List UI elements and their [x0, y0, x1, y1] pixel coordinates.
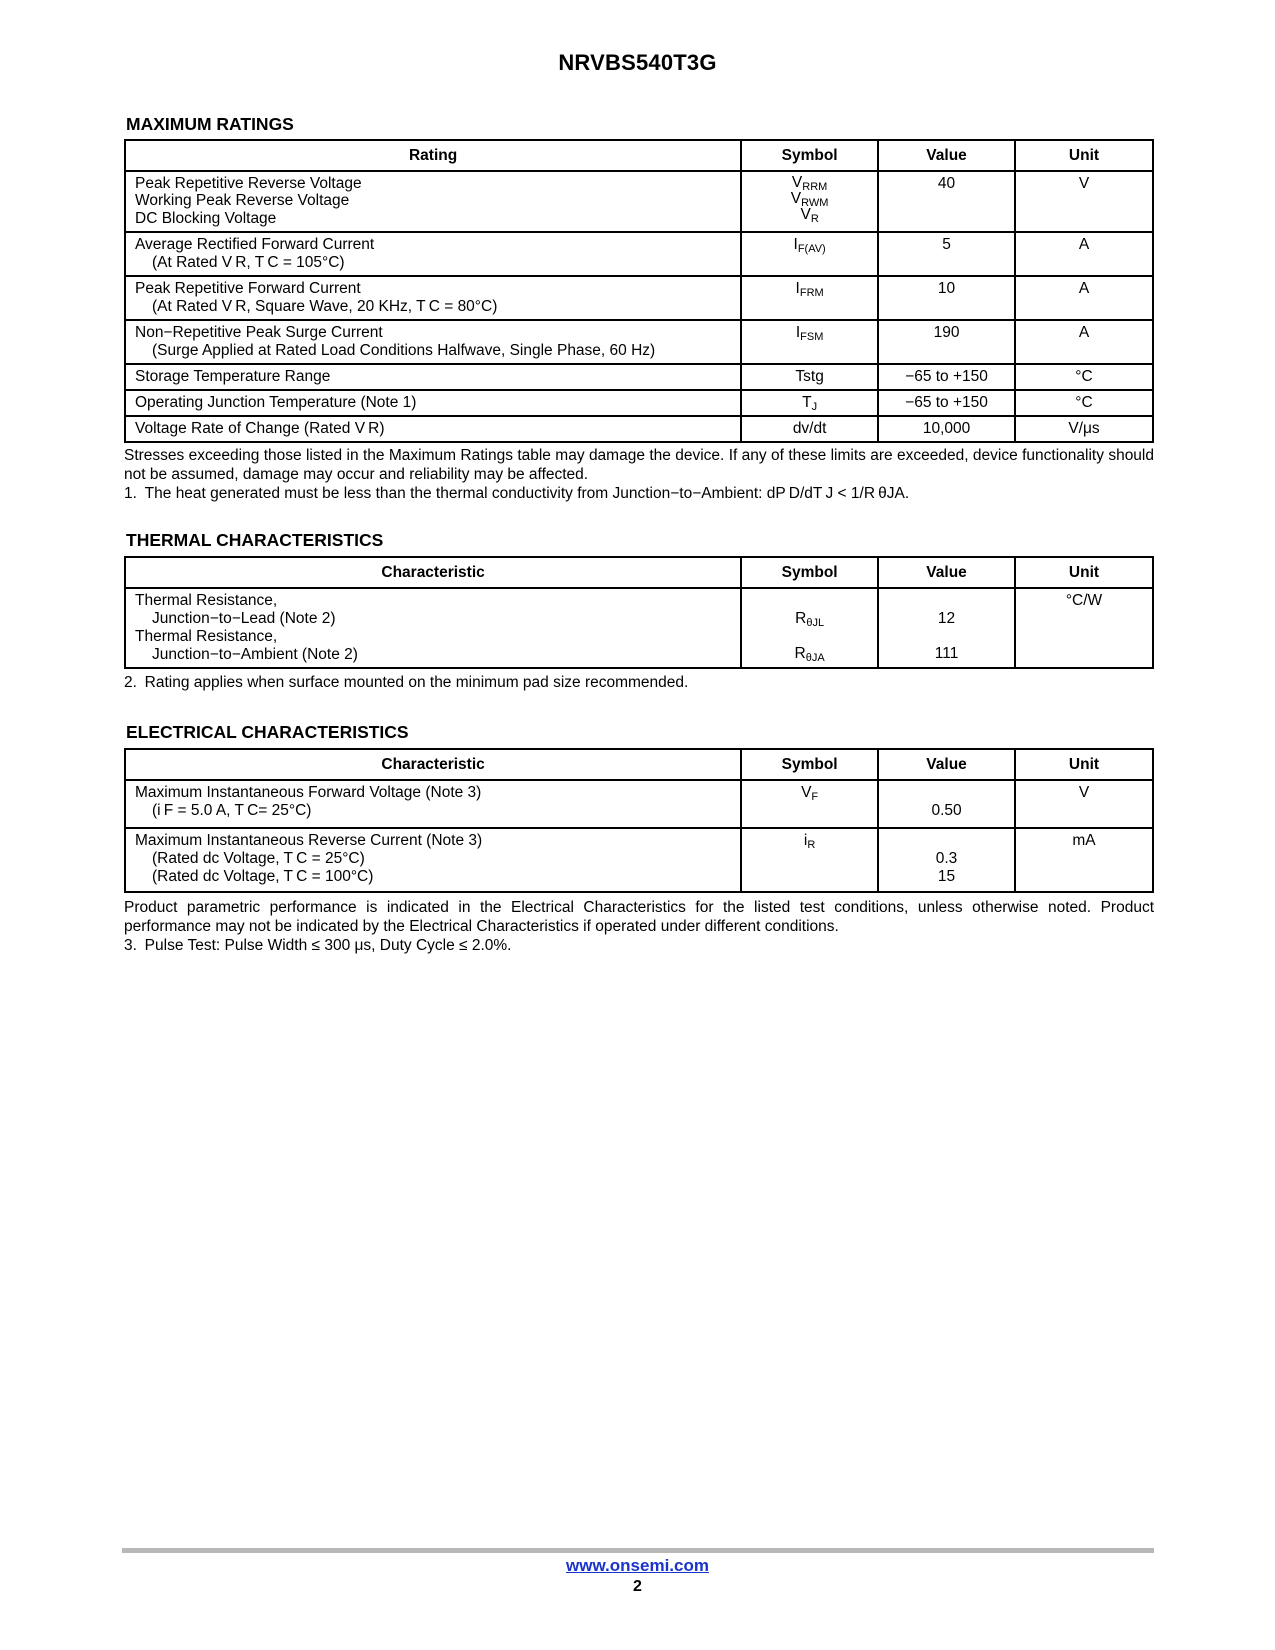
- unit-cell: mA: [1015, 828, 1153, 892]
- symbol-rthjl: $R_{\theta JL}$: [795, 610, 825, 629]
- rating-line: Peak Repetitive Reverse Voltage: [135, 175, 362, 192]
- rating-line: Peak Repetitive Forward Current: [135, 280, 361, 297]
- header-value: Value: [878, 749, 1015, 780]
- thermal-table: [124, 556, 1154, 669]
- unit-cell: V: [1015, 780, 1153, 828]
- header-characteristic: Characteristic: [125, 557, 741, 588]
- unit-cell: °C: [1015, 390, 1153, 416]
- table-row: [125, 320, 1153, 364]
- table-header-row: [125, 140, 1153, 171]
- rating-line: DC Blocking Voltage: [135, 210, 277, 227]
- header-rating: Rating: [125, 140, 741, 171]
- symbol-vr: $V_R$: [800, 206, 819, 225]
- symbol-rthja: $R_{\theta JA}$: [794, 645, 825, 664]
- value-line: 12: [937, 610, 956, 627]
- value-cell: [878, 780, 1015, 828]
- table-row: [125, 588, 1153, 668]
- symbol-cell: [741, 171, 878, 232]
- characteristic-line: Junction−to−Ambient (Note 2): [152, 646, 358, 663]
- characteristic-line: Maximum Instantaneous Forward Voltage (Note 3): [135, 784, 482, 801]
- symbol-cell: $T_J$: [741, 390, 878, 416]
- table-row: [125, 828, 1153, 892]
- value-cell: [878, 588, 1015, 668]
- unit-cell: A: [1015, 232, 1153, 276]
- header-value: Value: [878, 557, 1015, 588]
- unit-cell: A: [1015, 276, 1153, 320]
- table-row: [125, 171, 1153, 232]
- header-unit: Unit: [1015, 140, 1153, 171]
- max-ratings-notes: [124, 446, 1154, 503]
- characteristic-cell: [125, 588, 741, 668]
- note-2: 2. Rating applies when surface mounted on the minimum pad size recommended.: [124, 674, 689, 691]
- rating-condition: (At Rated V R, T C = 105°C): [152, 254, 345, 271]
- symbol-vrwm: $V_{RWM}$: [790, 190, 829, 209]
- unit-cell: °C: [1015, 364, 1153, 390]
- symbol-cell: $i_R$: [741, 828, 878, 892]
- table-row: [125, 416, 1153, 442]
- characteristic-condition: (i F = 5.0 A, T C= 25°C): [152, 802, 312, 819]
- table-row: [125, 364, 1153, 390]
- symbol-cell: $I_{F(AV)}$: [741, 232, 878, 276]
- header-unit: Unit: [1015, 557, 1153, 588]
- unit-cell: V: [1015, 171, 1153, 232]
- rating-cell: [125, 171, 741, 232]
- table-row: [125, 390, 1153, 416]
- symbol-cell: $I_{FRM}$: [741, 276, 878, 320]
- stress-note: Stresses exceeding those listed in the Maximum Ratings table may damage the device. If any of these limits are exceeded, device functionality should not be assumed, damage may occur and reliability may be affected.: [124, 447, 1154, 483]
- characteristic-line: Junction−to−Lead (Note 2): [152, 610, 336, 627]
- value-cell: −65 to +150: [878, 364, 1015, 390]
- value-cell: 40: [878, 171, 1015, 232]
- footer-website-link[interactable]: www.onsemi.com: [566, 1556, 709, 1575]
- header-symbol: Symbol: [741, 749, 878, 780]
- note-3: 3. Pulse Test: Pulse Width ≤ 300 μs, Duty Cycle ≤ 2.0%.: [124, 937, 512, 954]
- rating-cell: Storage Temperature Range: [125, 364, 741, 390]
- rating-condition: (At Rated V R, Square Wave, 20 KHz, T C = 80°C): [152, 298, 498, 315]
- characteristic-line: Thermal Resistance,: [135, 628, 278, 645]
- value-cell: [878, 828, 1015, 892]
- symbol-cell: dv/dt: [741, 416, 878, 442]
- characteristic-cell: [125, 780, 741, 828]
- value-line: 111: [934, 645, 959, 662]
- symbol-cell: $I_{FSM}$: [741, 320, 878, 364]
- symbol-cell: Tstg: [741, 364, 878, 390]
- characteristic-line: Maximum Instantaneous Reverse Current (Note 3): [135, 832, 483, 849]
- footer-divider: [122, 1548, 1154, 1553]
- table-row: [125, 232, 1153, 276]
- page-number: 2: [633, 1578, 642, 1595]
- value-cell: 5: [878, 232, 1015, 276]
- electrical-title: ELECTRICAL CHARACTERISTICS: [126, 722, 409, 742]
- table-header-row: [125, 749, 1153, 780]
- rating-cell: [125, 232, 741, 276]
- note-1: 1. The heat generated must be less than the thermal conductivity from Junction−to−Ambient: dP D/dT J < 1/R θJA.: [124, 485, 910, 502]
- table-row: [125, 276, 1153, 320]
- unit-cell: V/μs: [1015, 416, 1153, 442]
- characteristic-condition: (Rated dc Voltage, T C = 25°C): [152, 850, 365, 867]
- thermal-title: THERMAL CHARACTERISTICS: [126, 530, 384, 550]
- unit-cell: °C/W: [1015, 588, 1153, 668]
- characteristic-line: Thermal Resistance,: [135, 592, 278, 609]
- thermal-notes: [124, 673, 1154, 692]
- rating-cell: Voltage Rate of Change (Rated V R): [125, 416, 741, 442]
- electrical-table: [124, 748, 1154, 893]
- header-symbol: Symbol: [741, 557, 878, 588]
- max-ratings-title: MAXIMUM RATINGS: [126, 114, 294, 134]
- rating-cell: [125, 276, 741, 320]
- product-note: Product parametric performance is indicated in the Electrical Characteristics for the listed test conditions, unless otherwise noted. Product performance may not be indicated by the Electrical Characteristics if operated under different conditions.: [124, 899, 1154, 935]
- symbol-vrrm: $V_{RRM}$: [791, 174, 828, 193]
- rating-line: Non−Repetitive Peak Surge Current: [135, 324, 383, 341]
- rating-cell: Operating Junction Temperature (Note 1): [125, 390, 741, 416]
- rating-line: Average Rectified Forward Current: [135, 236, 375, 253]
- characteristic-cell: [125, 828, 741, 892]
- header-unit: Unit: [1015, 749, 1153, 780]
- value-cell: −65 to +150: [878, 390, 1015, 416]
- value-cell: 190: [878, 320, 1015, 364]
- value-line: 0.3: [935, 850, 958, 867]
- value-cell: 10,000: [878, 416, 1015, 442]
- header-characteristic: Characteristic: [125, 749, 741, 780]
- characteristic-condition: (Rated dc Voltage, T C = 100°C): [152, 868, 374, 885]
- symbol-cell: $V_F$: [741, 780, 878, 828]
- value-cell: 10: [878, 276, 1015, 320]
- unit-cell: A: [1015, 320, 1153, 364]
- rating-condition: (Surge Applied at Rated Load Conditions Halfwave, Single Phase, 60 Hz): [152, 342, 656, 359]
- footer: [0, 1556, 1275, 1576]
- max-ratings-table: [124, 139, 1154, 443]
- table-row: [125, 780, 1153, 828]
- value-line: 15: [937, 868, 956, 885]
- rating-line: Working Peak Reverse Voltage: [135, 192, 350, 209]
- value-line: 0.50: [931, 802, 962, 819]
- rating-cell: [125, 320, 741, 364]
- electrical-notes: [124, 898, 1154, 955]
- header-symbol: Symbol: [741, 140, 878, 171]
- table-header-row: [125, 557, 1153, 588]
- header-value: Value: [878, 140, 1015, 171]
- page-title: NRVBS540T3G: [558, 50, 717, 75]
- symbol-cell: [741, 588, 878, 668]
